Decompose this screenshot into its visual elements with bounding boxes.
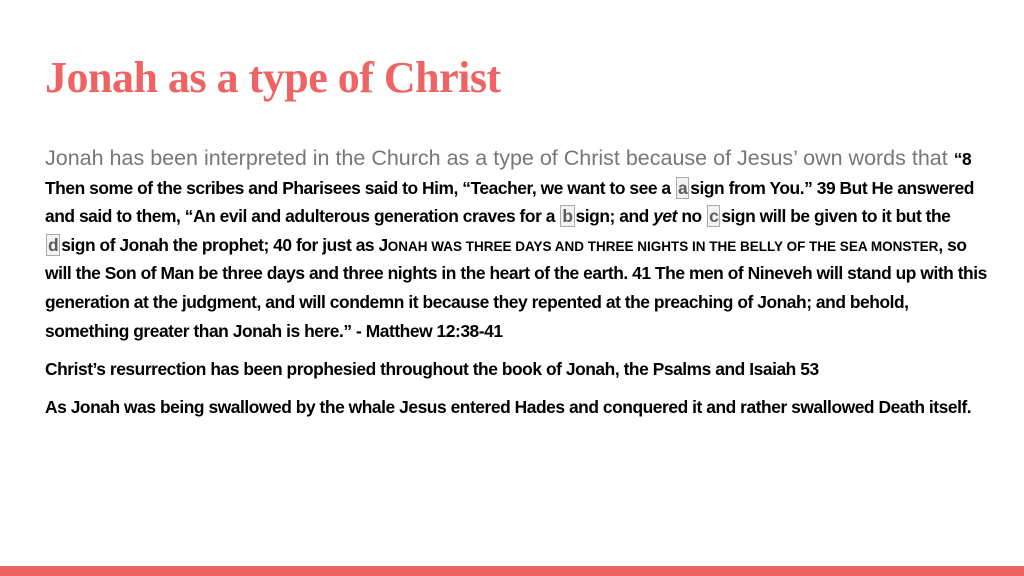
point-resurrection: Christ’s resurrection has been prophesied throughout the book of Jonah, the Psalms and Isaiah 53 bbox=[45, 359, 819, 380]
footnote-link-b[interactable]: b bbox=[562, 206, 573, 227]
accent-bar bbox=[0, 566, 1024, 576]
quote-seg-3: sign; and bbox=[575, 206, 654, 227]
footnote-link-d[interactable]: d bbox=[48, 234, 59, 255]
footnote-link-c[interactable]: c bbox=[709, 206, 719, 227]
point-hades: As Jonah was being swallowed by the whale Jesus entered Hades and conquered it and rather swallowed Death itself. bbox=[45, 396, 972, 417]
quote-small-caps: ONAH WAS THREE DAYS AND THREE NIGHTS IN THE BELLY OF THE SEA MONSTER bbox=[387, 238, 939, 254]
quote-open: “ bbox=[953, 149, 962, 169]
quote-seg-5: sign will be given to it but the bbox=[721, 206, 951, 227]
quote-seg-4: no bbox=[676, 206, 707, 227]
scripture-paragraph bbox=[45, 142, 990, 346]
scripture-quote bbox=[45, 149, 987, 341]
quote-seg-1: 8 Then some of the scribes and Pharisees said to Him, “Teacher, we want to see a bbox=[45, 149, 972, 198]
intro-text: Jonah has been interpreted in the Church as a type of Christ because of Jesus’ own words that bbox=[45, 146, 954, 170]
quote-italic-yet: yet bbox=[653, 206, 677, 227]
slide-title: Jonah as a type of Christ bbox=[45, 53, 501, 102]
quote-seg-7: , so will the Son of Man be three days and three nights in the heart of the earth. 41 The men of Nineveh will stand up with this generation at the judgment, and will condemn it because they repented at the preaching of Jonah; and behold, something greater than Jonah is here.” - Matthew 12:38-41 bbox=[45, 234, 987, 341]
slide-body bbox=[45, 142, 990, 421]
quote-seg-6: sign of Jonah the prophet; 40 for just as J bbox=[61, 234, 388, 255]
footnote-link-a[interactable]: a bbox=[678, 177, 688, 198]
quote-seg-2: sign from You.” 39 But He answered and said to them, “An evil and adulterous generation craves for a bbox=[45, 177, 974, 227]
